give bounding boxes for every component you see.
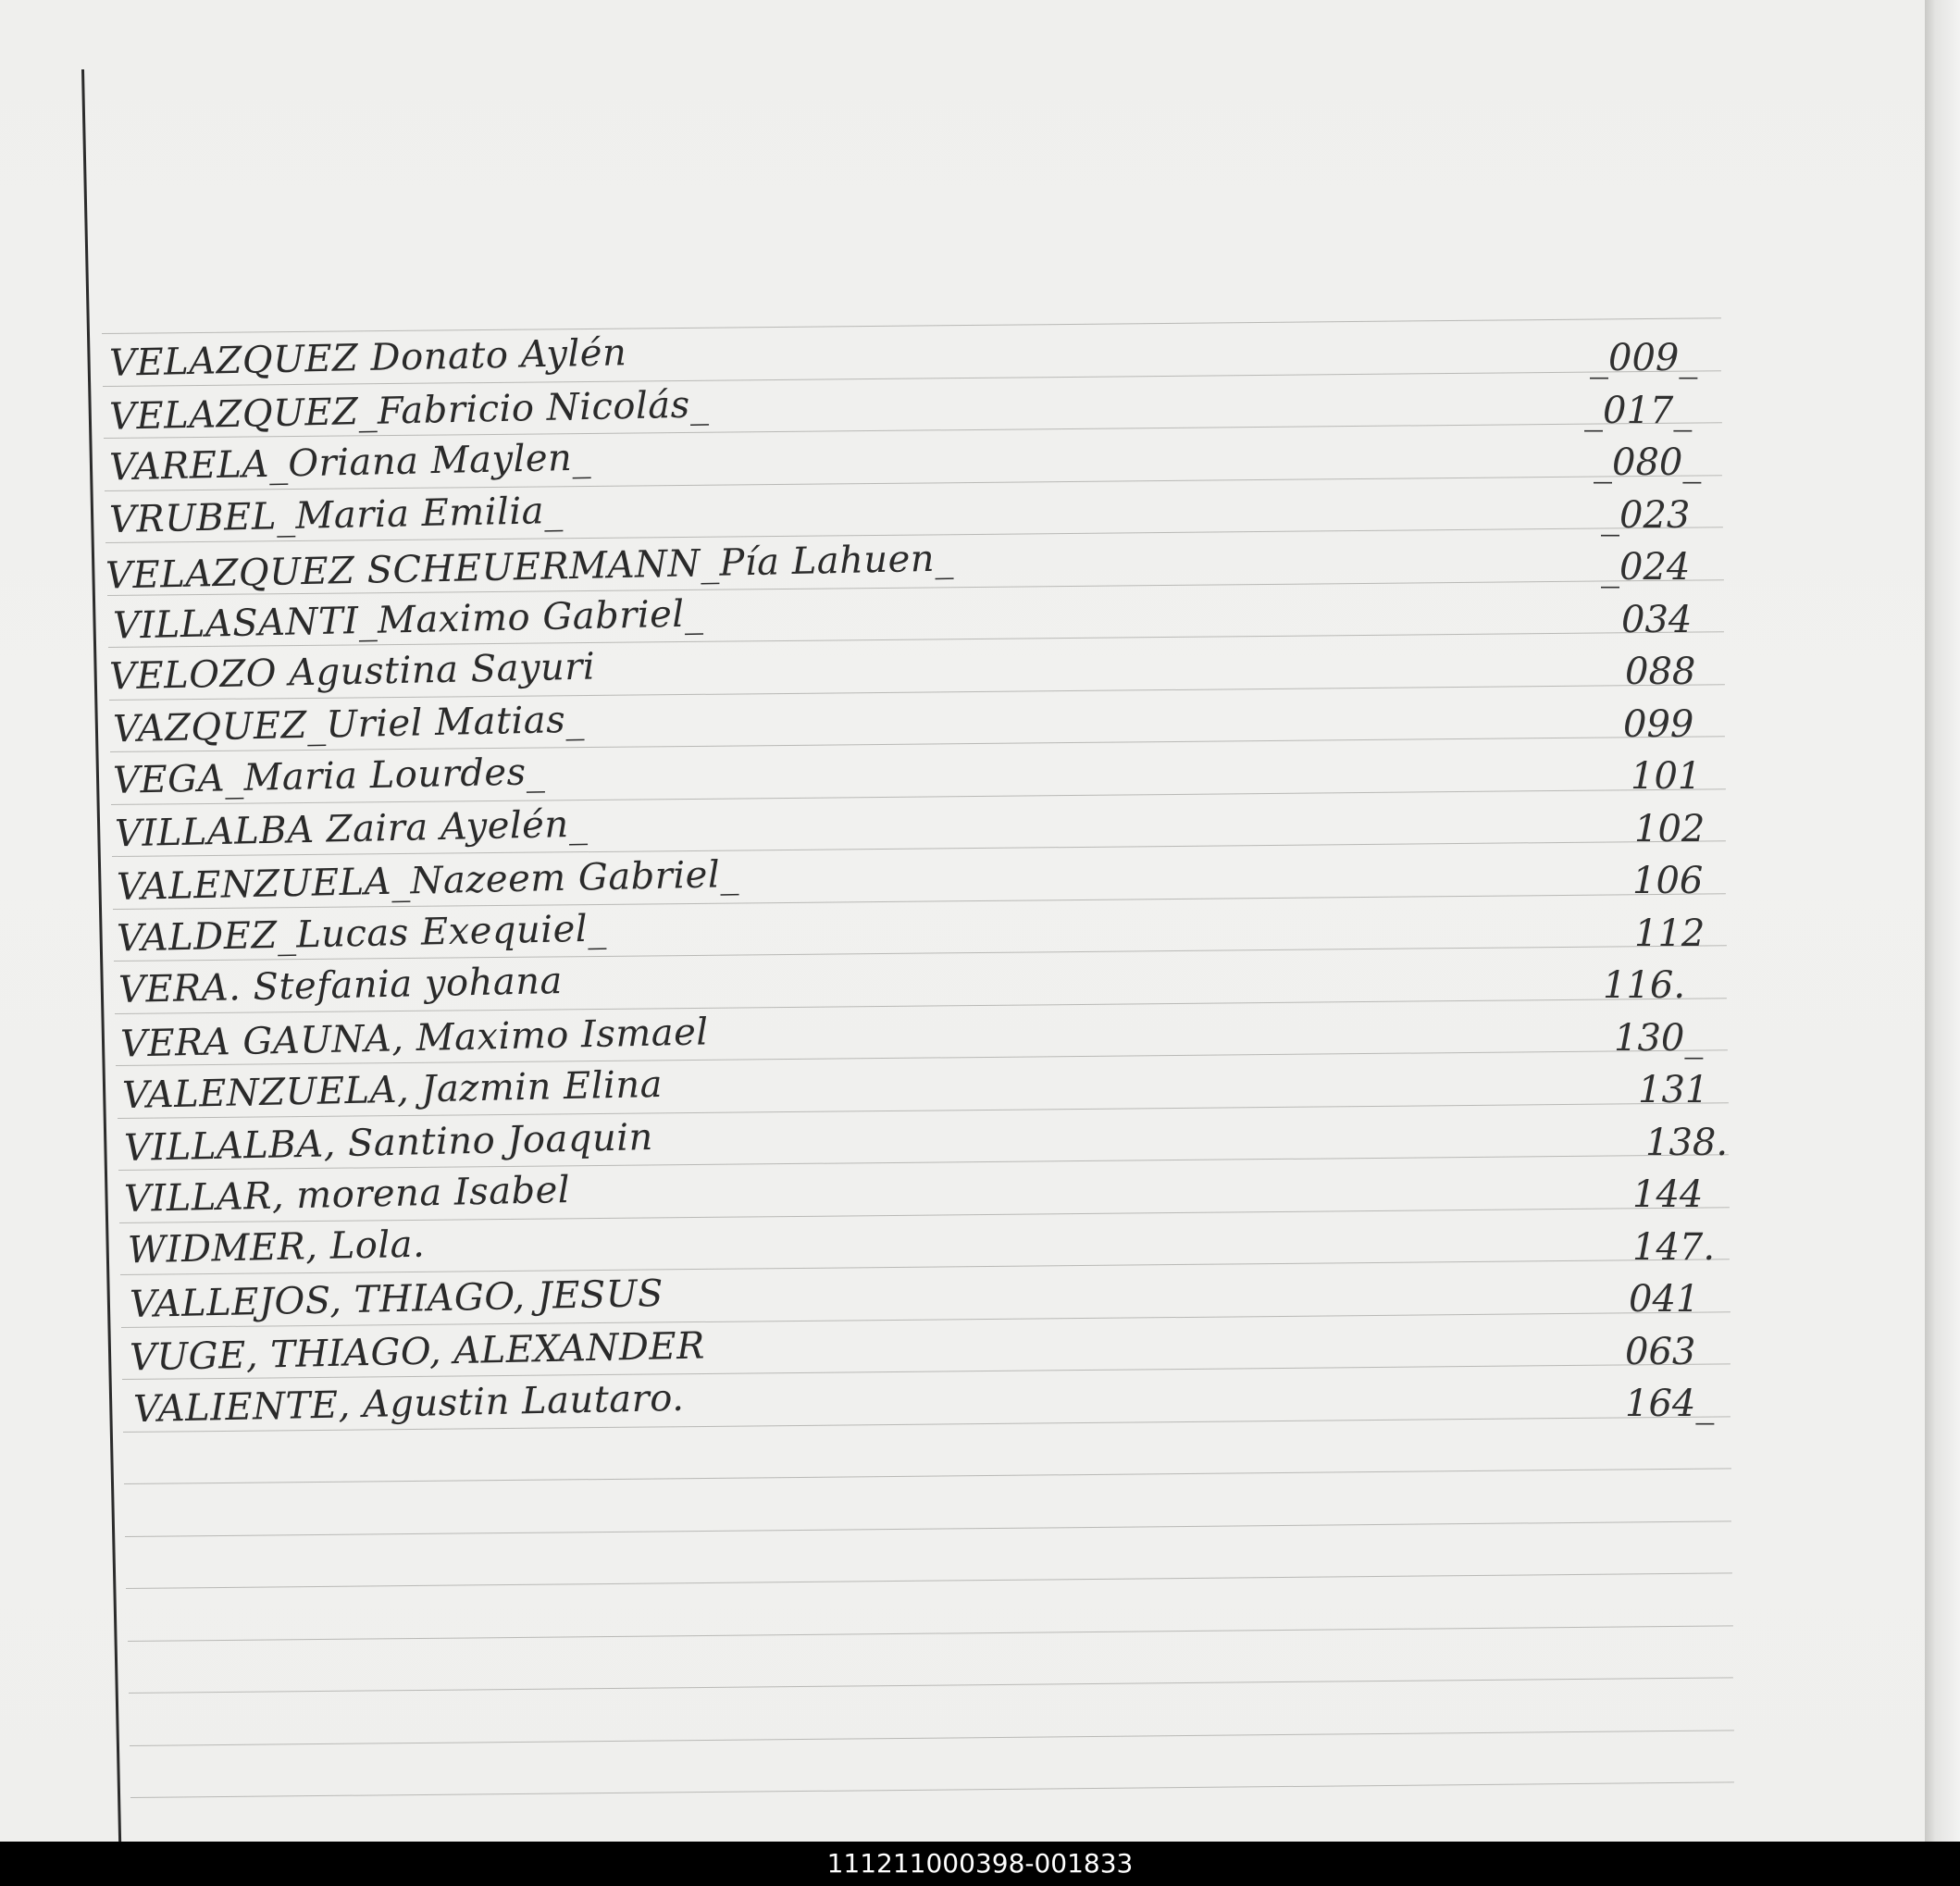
list-item [0,905,1960,961]
list-item [0,1010,1960,1065]
student-number: 099 [1623,702,1694,746]
list-item [0,800,1960,856]
student-number: 116. [1603,964,1686,1007]
student-name: VELAZQUEZ_Fabricio Nicolás_ [108,382,710,439]
student-name: VALENZUELA, Jazmin Elina [121,1062,664,1118]
student-number: _023 [1601,493,1691,537]
list-item [0,329,1960,385]
student-name: VRUBEL_Maria Emilia_ [108,489,564,541]
ruled-line [129,1677,1733,1694]
student-number: 041 [1629,1278,1700,1321]
student-name: VELAZQUEZ SCHEUERMANN_Pía Lahuen_ [105,537,955,598]
student-name: VERA. Stefania yohana [118,959,564,1012]
list-item [0,1271,1960,1326]
list-item [0,1061,1960,1117]
student-number: 164_ [1625,1383,1715,1425]
list-item [0,852,1960,908]
list-item [0,1219,1960,1274]
list-item [0,1323,1960,1379]
ruled-line [127,1625,1732,1642]
ruled-line [124,1468,1731,1484]
ruled-line [130,1781,1734,1798]
student-name: VALDEZ_Lucas Exequiel_ [116,906,607,961]
student-number: 138. [1645,1121,1729,1164]
student-number: _024 [1601,546,1691,589]
list-item [0,382,1960,438]
student-name: VARELA_Oriana Maylen_ [108,436,592,490]
list-item [0,487,1960,542]
list-item [0,643,1960,699]
list-item [0,957,1960,1012]
student-name: VILLALBA Zaira Ayelén_ [114,802,589,855]
list-item [0,434,1960,490]
student-name: VERA GAUNA, Maximo Ismael [119,1010,710,1066]
list-item [0,1166,1960,1222]
list-item [0,591,1960,647]
list-item [0,537,1960,598]
student-name: VILLASANTI_Maximo Gabriel_ [112,591,704,648]
list-item [0,1375,1960,1431]
list-item [0,696,1960,751]
list-item [0,748,1960,803]
student-number: 130_ [1614,1016,1704,1060]
student-number: 144 [1632,1173,1704,1216]
student-number: _009_ [1590,337,1698,379]
student-name: VUGE, THIAGO, ALEXANDER [129,1323,706,1380]
student-number: 147. [1632,1225,1716,1269]
student-name: VALLEJOS, THIAGO, JESUS [129,1272,664,1327]
student-number: 063 [1625,1330,1696,1373]
ruled-line [130,1730,1734,1746]
document-id-footer: 111211000398-001833 [0,1842,1960,1886]
student-name: VALIENTE, Agustin Lautaro. [132,1376,685,1432]
student-name: VILLAR, morena Isabel [123,1168,571,1222]
student-number: 112 [1634,912,1706,955]
student-number: 106 [1632,860,1704,902]
list-item [0,1114,1960,1170]
student-number: _080_ [1594,441,1702,484]
student-number: _017_ [1584,389,1693,432]
student-name: VELOZO Agustina Sayuri [108,645,596,699]
student-number: 034 [1621,598,1693,641]
student-number: 102 [1634,807,1706,850]
ruled-line [125,1520,1731,1537]
student-name: WIDMER, Lola. [127,1222,426,1272]
student-name: VEGA_Maria Lourdes_ [112,751,546,802]
student-name: VALENZUELA_Nazeem Gabriel_ [116,852,740,910]
student-number: 131 [1638,1069,1709,1111]
student-number: 101 [1631,755,1702,798]
student-number: 088 [1625,651,1696,693]
student-name: VILLALBA, Santino Joaquin [123,1115,654,1170]
ruled-line [126,1572,1732,1589]
student-name: VAZQUEZ_Uriel Matias_ [112,698,586,751]
student-name: VELAZQUEZ Donato Aylén [108,331,627,385]
